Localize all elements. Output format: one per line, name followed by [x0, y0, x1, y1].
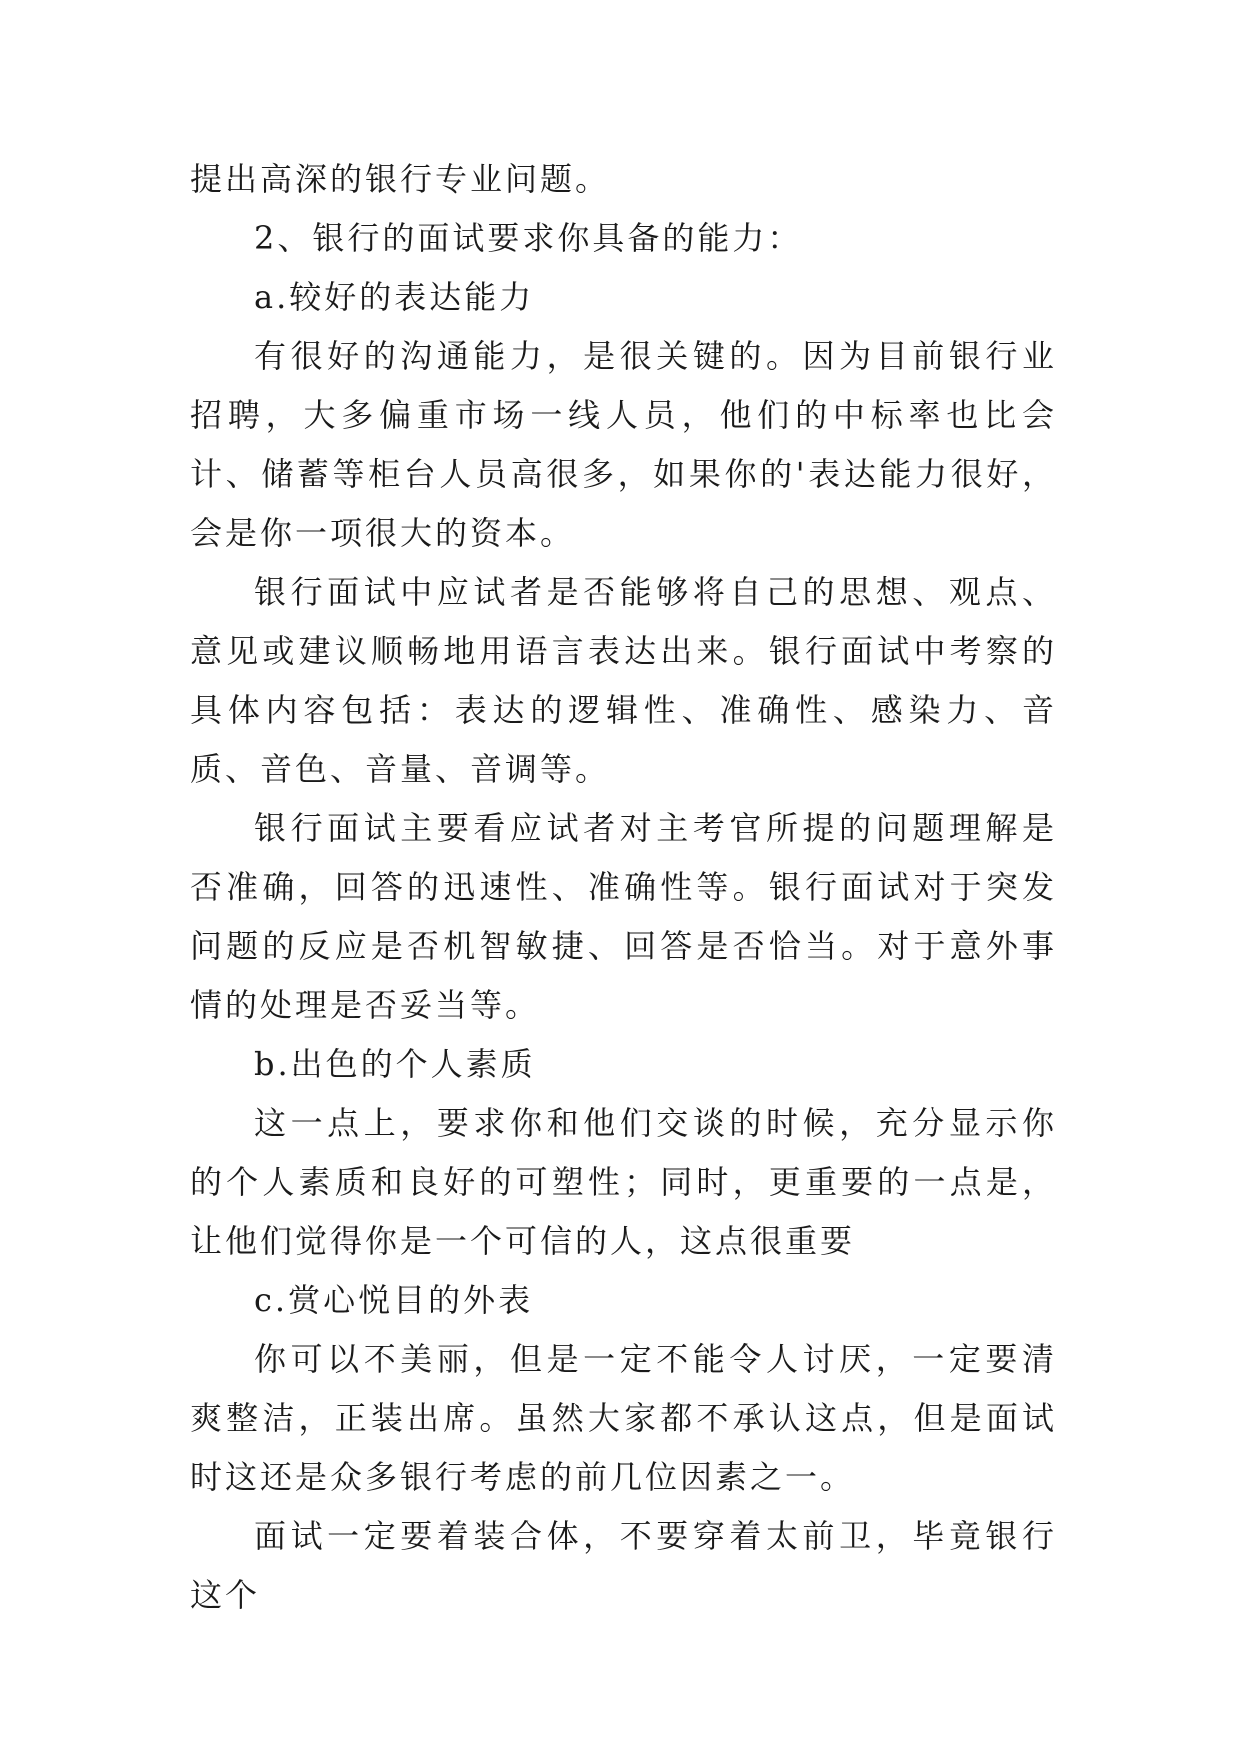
paragraph: 这一点上，要求你和他们交谈的时候，充分显示你的个人素质和良好的可塑性；同时，更重要的一点是，让他们觉得你是一个可信的人，这点很重要	[190, 1104, 1057, 1260]
paragraph: 提出高深的银行专业问题。	[190, 160, 611, 198]
subsection-heading: a.较好的表达能力	[254, 278, 535, 316]
paragraph: 面试一定要着装合体，不要穿着太前卫，毕竟银行这个	[190, 1517, 1057, 1614]
section-heading: 2、银行的面试要求你具备的能力：	[254, 219, 803, 257]
subsection-heading: b.出色的个人素质	[254, 1045, 536, 1083]
subsection-heading: c.赏心悦目的外表	[254, 1281, 534, 1319]
paragraph: 有很好的沟通能力，是很关键的。因为目前银行业招聘，大多偏重市场一线人员，他们的中标率也比会计、储蓄等柜台人员高很多，如果你的'表达能力很好，会是你一项很大的资本。	[190, 337, 1057, 552]
document-page	[190, 150, 1057, 1625]
paragraph: 你可以不美丽，但是一定不能令人讨厌，一定要清爽整洁，正装出席。虽然大家都不承认这点，但是面试时这还是众多银行考虑的前几位因素之一。	[190, 1340, 1057, 1496]
paragraph: 银行面试主要看应试者对主考官所提的问题理解是否准确，回答的迅速性、准确性等。银行面试对于突发问题的反应是否机智敏捷、回答是否恰当。对于意外事情的处理是否妥当等。	[190, 809, 1057, 1024]
paragraph: 银行面试中应试者是否能够将自己的思想、观点、意见或建议顺畅地用语言表达出来。银行面试中考察的具体内容包括：表达的逻辑性、准确性、感染力、音质、音色、音量、音调等。	[190, 573, 1057, 788]
